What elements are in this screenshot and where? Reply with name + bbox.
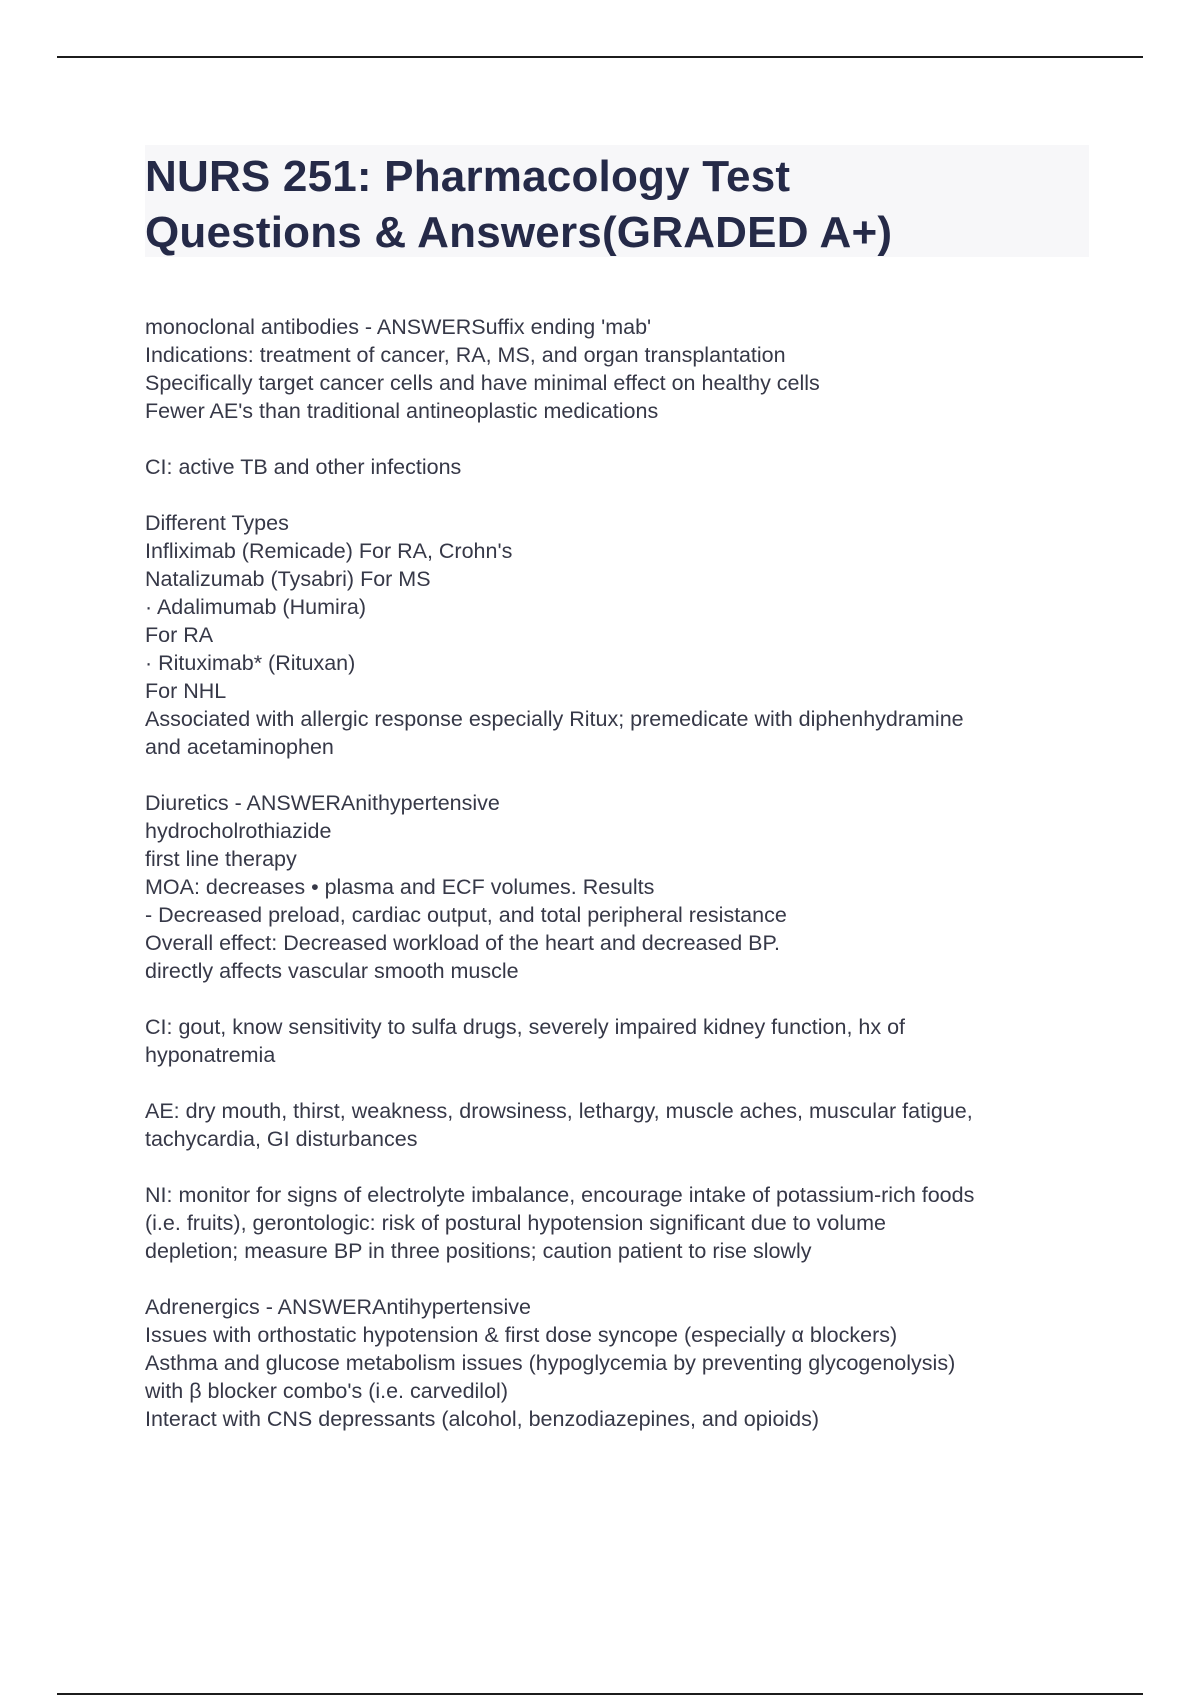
text-line: Infliximab (Remicade) For RA, Crohn's [145,539,513,563]
text-line: with β blocker combo's (i.e. carvedilol) [145,1379,508,1403]
paragraph-gap [145,425,1095,453]
text-line: hyponatremia [145,1043,276,1067]
paragraph-gap [145,1069,1095,1097]
text-line: Asthma and glucose metabolism issues (hypoglycemia by preventing glycogenolysis) [145,1351,956,1375]
page-title [145,149,1089,261]
title-line-2: Questions & Answers(GRADED A+) [145,208,893,257]
text-line: Adrenergics - ANSWERAntihypertensive [145,1295,531,1319]
text-line: (i.e. fruits), gerontologic: risk of postural hypotension significant due to volume [145,1211,886,1235]
text-line: Diuretics - ANSWERAnithypertensive [145,791,500,815]
text-line: - Decreased preload, cardiac output, and total peripheral resistance [145,903,787,927]
text-line: Associated with allergic response especially Ritux; premedicate with diphenhydramine [145,707,964,731]
text-line: AE: dry mouth, thirst, weakness, drowsiness, lethargy, muscle aches, muscular fatigue, [145,1099,973,1123]
text-line: MOA: decreases • plasma and ECF volumes. Results [145,875,655,899]
text-line: Fewer AE's than traditional antineoplastic medications [145,399,659,423]
text-line: For NHL [145,679,227,703]
text-line: Indications: treatment of cancer, RA, MS, and organ transplantation [145,343,786,367]
text-line: CI: gout, know sensitivity to sulfa drugs, severely impaired kidney function, hx of [145,1015,906,1039]
paragraph-gap [145,481,1095,509]
text-line: Specifically target cancer cells and have minimal effect on healthy cells [145,371,820,395]
paragraph-gap [145,761,1095,789]
text-line: Natalizumab (Tysabri) For MS [145,567,431,591]
paragraph-gap [145,1153,1095,1181]
text-line: hydrocholrothiazide [145,819,332,843]
text-line: Interact with CNS depressants (alcohol, benzodiazepines, and opioids) [145,1407,820,1431]
text-line: Overall effect: Decreased workload of the heart and decreased BP. [145,931,781,955]
title-line-1: NURS 251: Pharmacology Test [145,152,791,201]
title-box [145,145,1089,257]
text-line: tachycardia, GI disturbances [145,1127,418,1151]
paragraph-gap [145,985,1095,1013]
text-line: depletion; measure BP in three positions; caution patient to rise slowly [145,1239,812,1263]
document-body [145,313,1095,1433]
text-line: Issues with orthostatic hypotension & first dose syncope (especially α blockers) [145,1323,898,1347]
top-rule [57,56,1143,58]
text-line: Different Types [145,511,289,535]
text-line: · Rituximab* (Rituxan) [145,651,356,675]
text-line: · Adalimumab (Humira) [145,595,367,619]
text-line: CI: active TB and other infections [145,455,462,479]
bottom-rule [57,1693,1143,1695]
paragraph-gap [145,1265,1095,1293]
text-line: directly affects vascular smooth muscle [145,959,519,983]
text-line: and acetaminophen [145,735,334,759]
text-line: For RA [145,623,214,647]
text-line: monoclonal antibodies - ANSWERSuffix ending 'mab' [145,315,652,339]
text-line: first line therapy [145,847,297,871]
text-line: NI: monitor for signs of electrolyte imbalance, encourage intake of potassium-rich foods [145,1183,975,1207]
